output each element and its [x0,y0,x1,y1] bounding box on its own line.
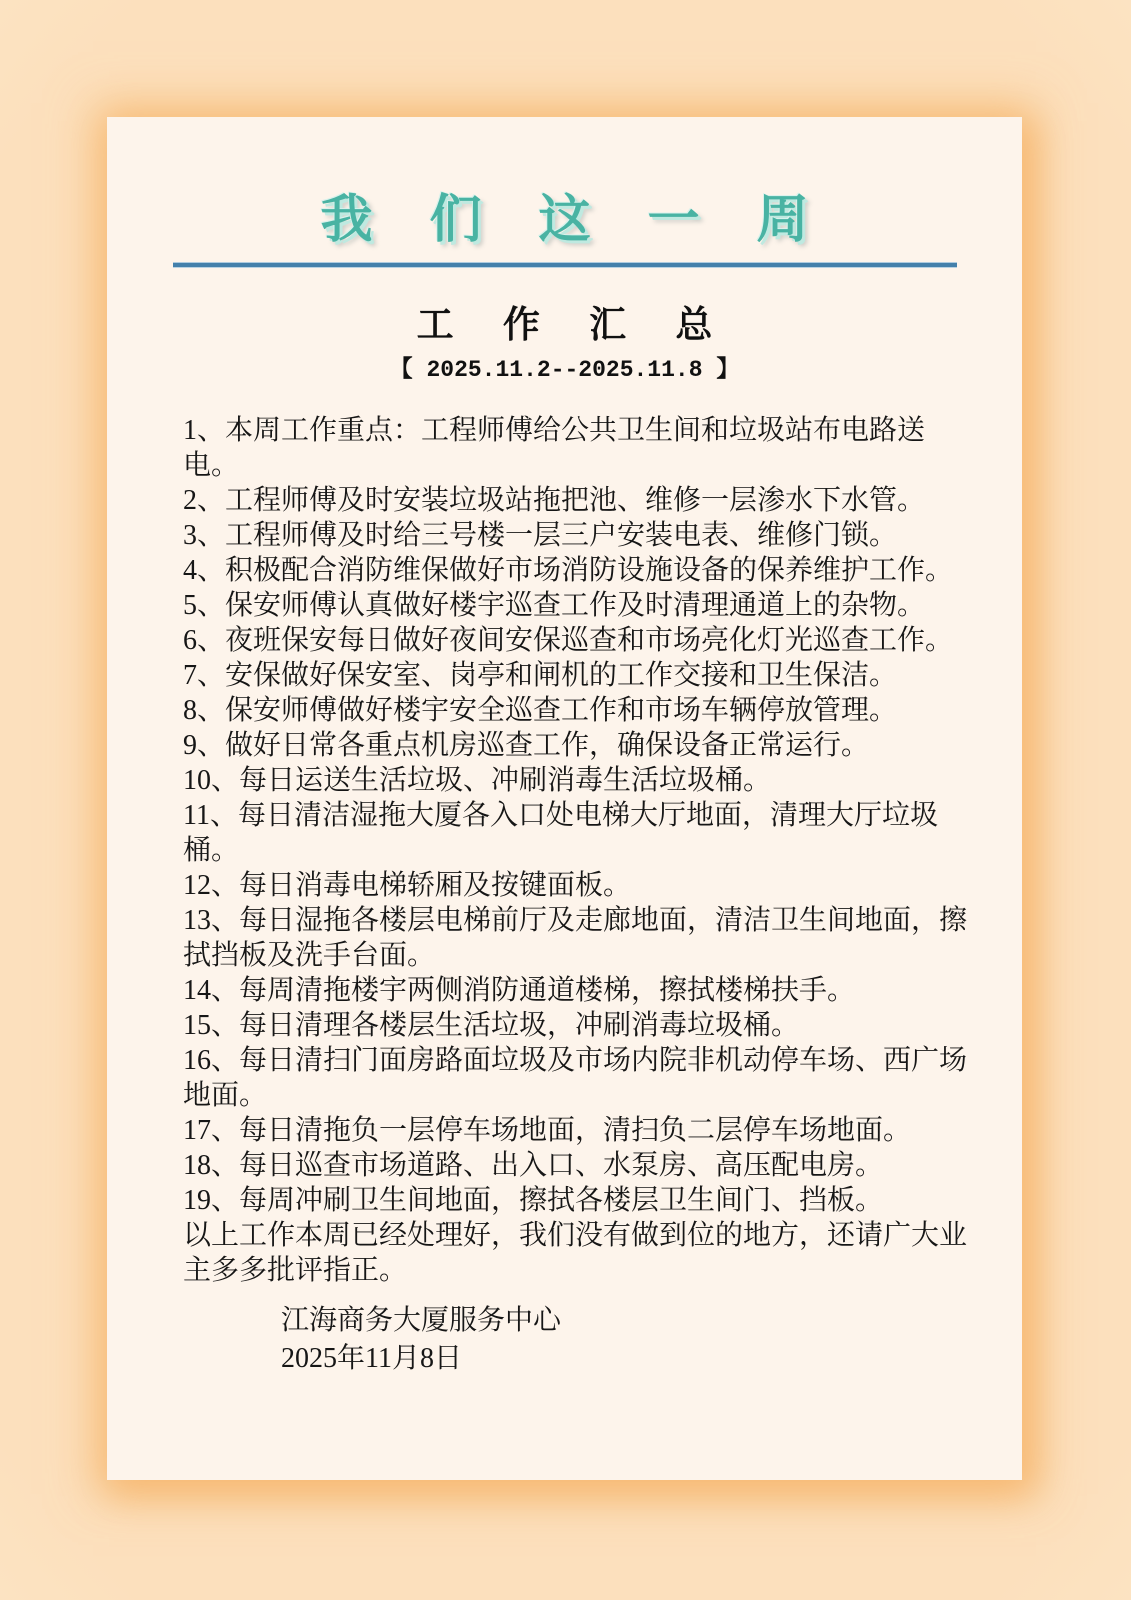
work-item: 6、夜班保安每日做好夜间安保巡查和市场亮化灯光巡查工作。 [183,625,954,656]
signature-date: 2025年11月8日 [281,1343,462,1374]
work-item: 17、每日清拖负一层停车场地面，清扫负二层停车场地面。 [183,1115,912,1146]
work-item: 4、积极配合消防维保做好市场消防设施设备的保养维护工作。 [183,555,954,586]
work-items-container [183,413,969,1218]
work-item: 13、每日湿拖各楼层电梯前厅及走廊地面，清洁卫生间地面，擦拭挡板及洗手台面。 [183,905,968,971]
closing-text: 以上工作本周已经处理好，我们没有做到位的地方，还请广大业主多多批评指正。 [183,1220,968,1286]
work-item: 1、本周工作重点：工程师傅给公共卫生间和垃圾站布电路送电。 [183,415,926,481]
notice-page [107,117,1022,1480]
summary-heading: 工 作 汇 总 [416,305,733,346]
work-item: 8、保安师傅做好楼宇安全巡查工作和市场车辆停放管理。 [183,695,898,726]
date-range: 【 2025.11.2--2025.11.8 】 [389,357,740,383]
work-item: 18、每日巡查市场道路、出入口、水泵房、高压配电房。 [183,1150,884,1181]
work-item: 10、每日运送生活垃圾、冲刷消毒生活垃圾桶。 [183,765,772,796]
work-item: 11、每日清洁湿拖大厦各入口处电梯大厅地面，清理大厅垃圾桶。 [183,800,938,866]
banner-title: 我 们 这 一 周 [320,192,831,249]
signature: 江海商务大厦服务中心 [281,1305,562,1336]
work-item-list [183,413,969,1378]
work-item: 15、每日清理各楼层生活垃圾，冲刷消毒垃圾桶。 [183,1010,800,1041]
work-item: 7、安保做好保安室、岗亭和闸机的工作交接和卫生保洁。 [183,660,898,691]
work-item: 16、每日清扫门面房路面垃圾及市场内院非机动停车场、西广场地面。 [183,1045,968,1111]
work-item: 9、做好日常各重点机房巡查工作，确保设备正常运行。 [183,730,870,761]
signature-block [281,1302,1067,1378]
work-item: 3、工程师傅及时给三号楼一层三户安装电表、维修门锁。 [183,520,898,551]
work-item: 5、保安师傅认真做好楼宇巡查工作及时清理通道上的杂物。 [183,590,926,621]
work-item: 14、每周清拖楼宇两侧消防通道楼梯，擦拭楼梯扶手。 [183,975,856,1006]
work-item: 2、工程师傅及时安装垃圾站拖把池、维修一层渗水下水管。 [183,485,926,516]
work-item: 19、每周冲刷卫生间地面，擦拭各楼层卫生间门、挡板。 [183,1185,884,1216]
divider-rule [173,262,957,268]
work-item: 12、每日消毒电梯轿厢及按键面板。 [183,870,632,901]
